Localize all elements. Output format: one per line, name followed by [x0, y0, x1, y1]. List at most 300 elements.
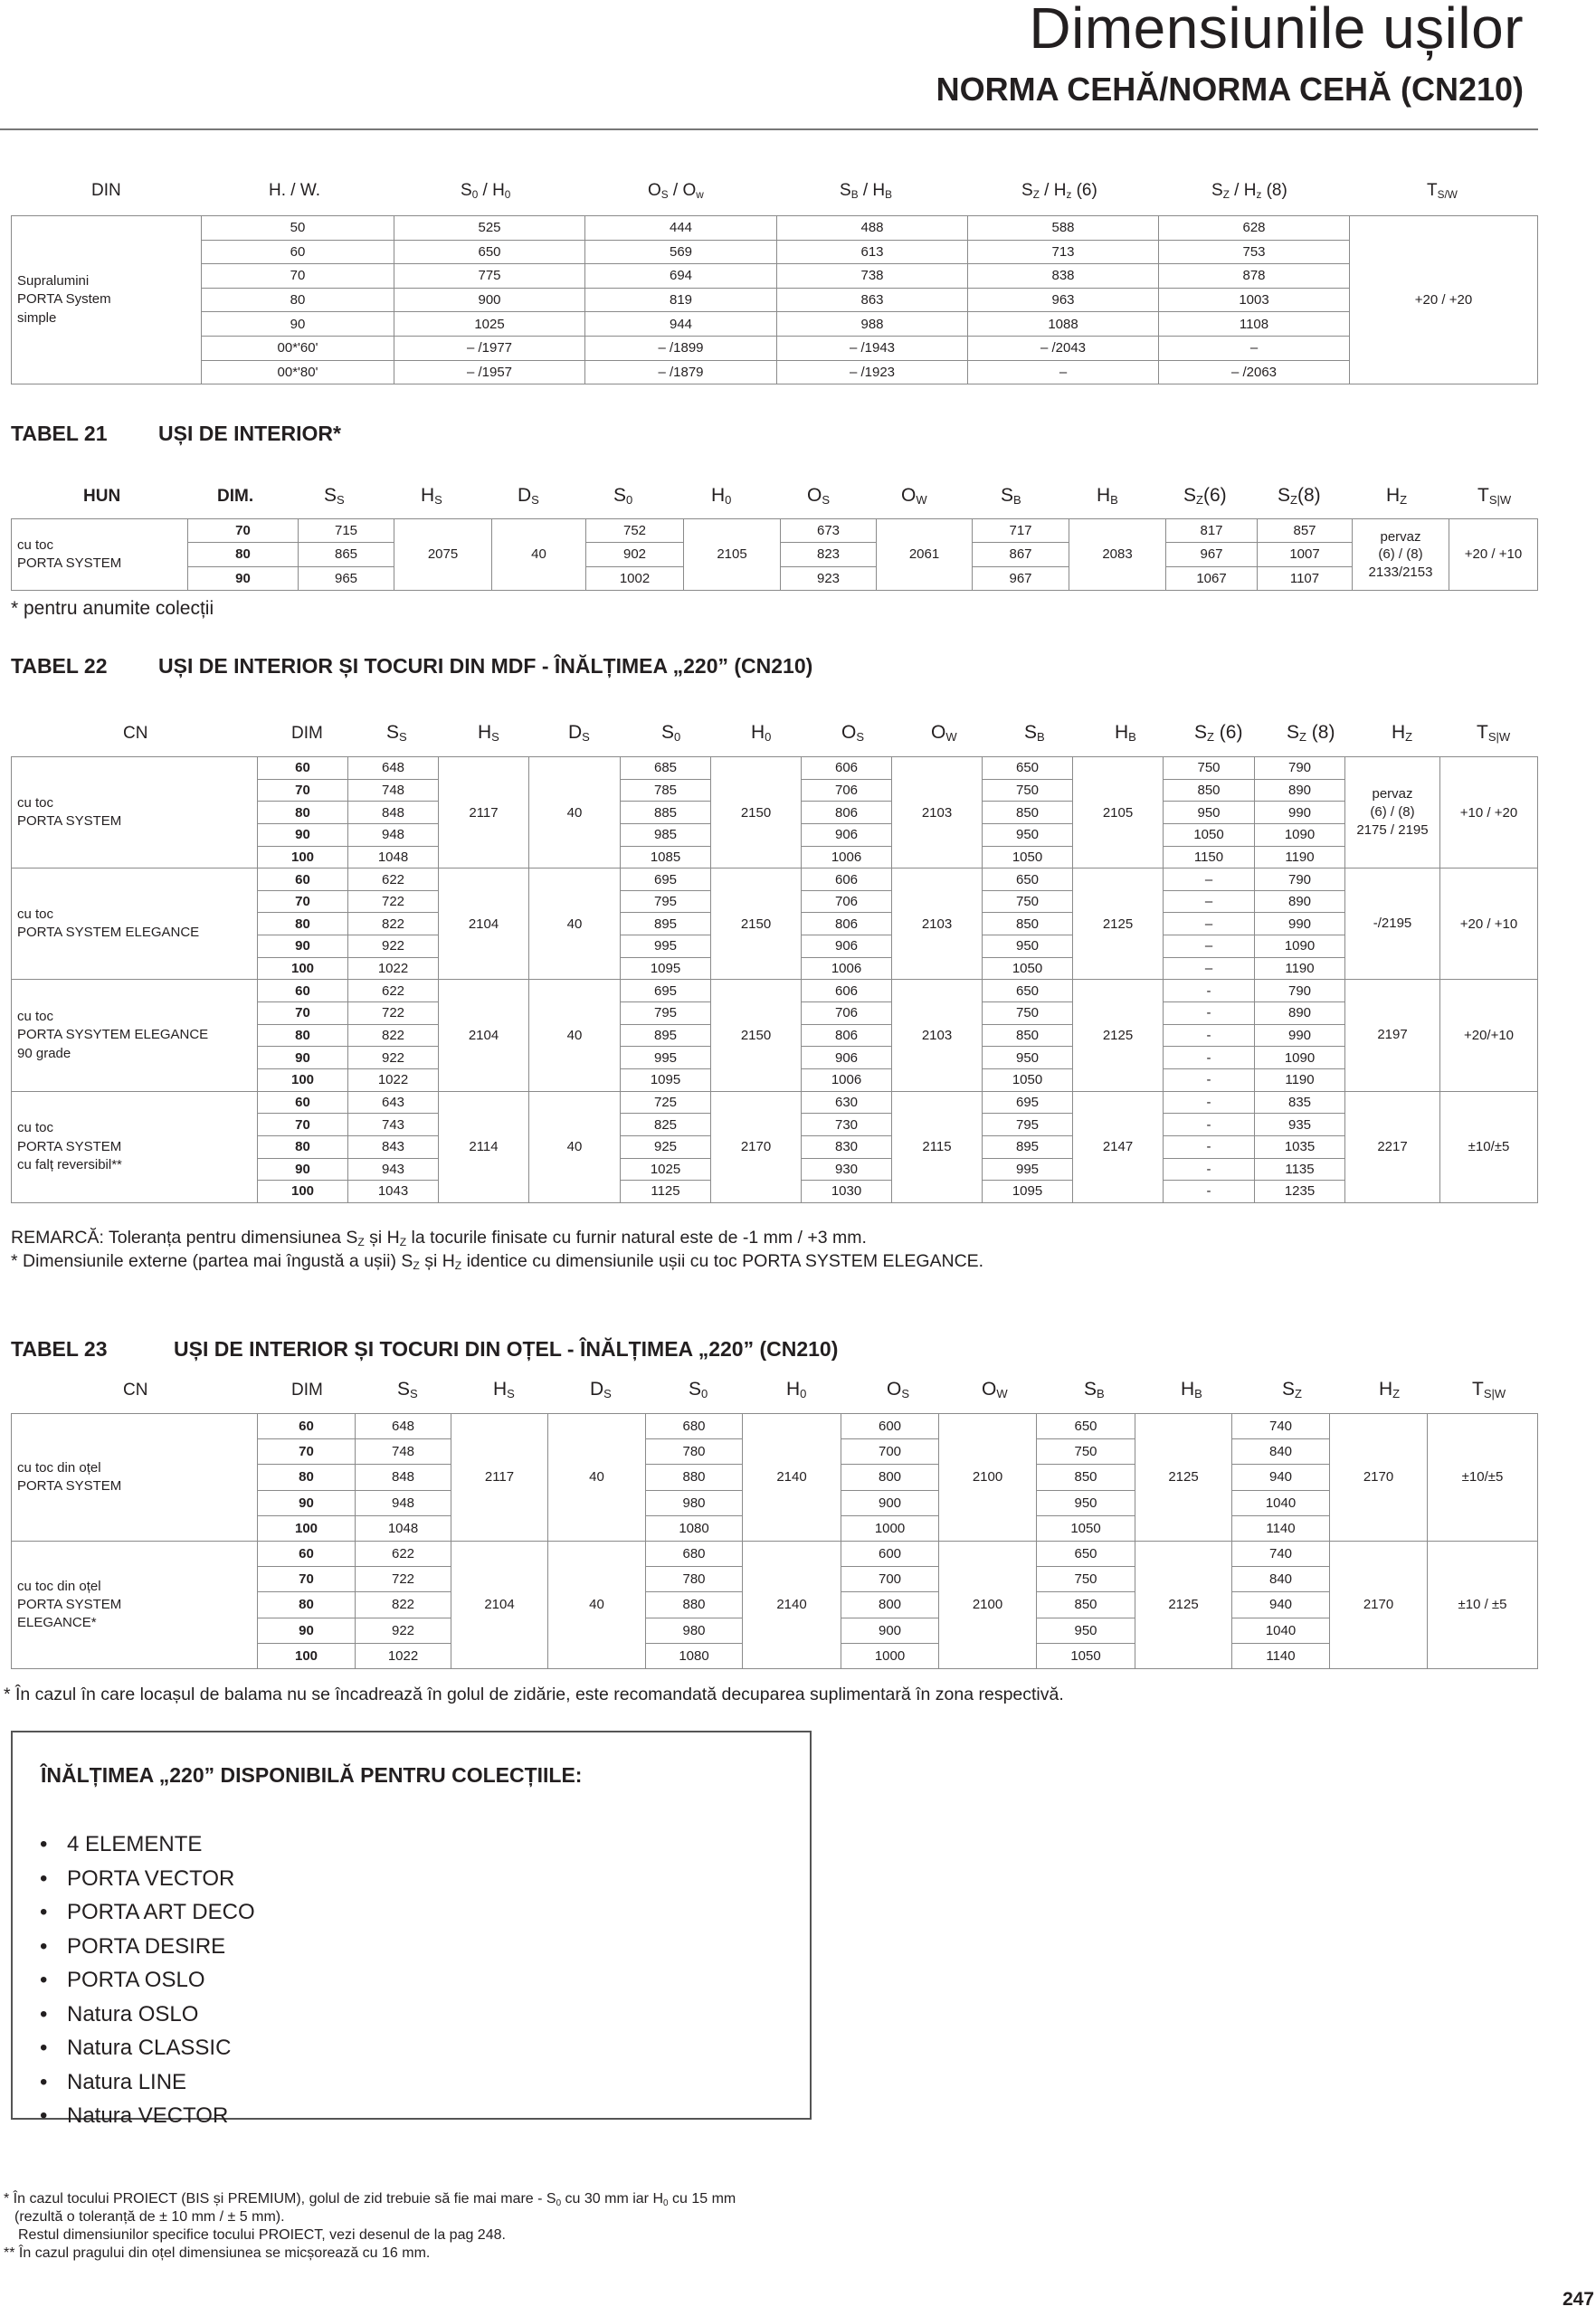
cell: 995	[621, 1047, 711, 1069]
cell-ts: +20/+10	[1440, 980, 1538, 1091]
cell: 943	[348, 1158, 439, 1181]
cell: 1006	[802, 957, 892, 980]
cell: 1000	[841, 1515, 939, 1541]
cell: 840	[1232, 1439, 1330, 1465]
cell: 730	[802, 1114, 892, 1136]
table-row	[12, 757, 1538, 780]
cell: 2104	[439, 980, 529, 1091]
collection-name: PORTA ART DECO	[67, 1900, 255, 1924]
table-row	[12, 216, 1538, 241]
cell: 922	[348, 935, 439, 958]
cell: 706	[802, 1002, 892, 1025]
cell-dim: 80	[258, 1024, 348, 1047]
cell: 880	[646, 1592, 743, 1618]
col-s0: $S_0$	[613, 485, 633, 507]
cell-ts: ±10/±5	[1440, 1091, 1538, 1202]
cell: 785	[621, 779, 711, 802]
footnote-1: * În cazul tocului PROIECT (BIS și PREMIUM), golul de zid trebuie să fie mai mare - $S_0$ cu 30 mm iar $H_0$ cu 15 mm	[4, 2191, 736, 2208]
cell: 990	[1255, 1024, 1345, 1047]
cell: – /2043	[968, 336, 1159, 360]
cell: 1067	[1166, 566, 1258, 590]
cell: 1002	[586, 566, 684, 590]
row-label: cu toc PORTA SYSTEM	[12, 757, 258, 868]
cell: 990	[1255, 913, 1345, 935]
cell: – /1923	[777, 360, 968, 384]
cell: 2170	[711, 1091, 802, 1202]
col-sb-hb: $S_B / H_B$	[840, 181, 892, 201]
col-hb: $H_B$	[1097, 485, 1118, 507]
cell-hz: pervaz (6) / (8) 2133/2153	[1353, 519, 1449, 591]
cell: 1190	[1255, 1068, 1345, 1091]
cell: 700	[841, 1439, 939, 1465]
cell: 830	[802, 1135, 892, 1158]
cell: –	[1164, 868, 1255, 891]
collection-name: PORTA VECTOR	[67, 1865, 235, 1891]
cell: 2114	[439, 1091, 529, 1202]
cell: 1040	[1232, 1618, 1330, 1643]
cell: 722	[348, 1002, 439, 1025]
cell: 948	[356, 1490, 451, 1515]
cell-dim: 70	[188, 519, 299, 543]
col-os-ow: $O_S / O_w$	[648, 181, 704, 201]
cell: 890	[1255, 1002, 1345, 1025]
col-sb: $S_B$	[1001, 485, 1021, 507]
cell: 790	[1255, 980, 1345, 1002]
cell: 1025	[394, 312, 585, 337]
cell: 1043	[348, 1181, 439, 1203]
cell: – /1977	[394, 336, 585, 360]
table-row	[12, 1091, 1538, 1114]
cell: 1000	[841, 1643, 939, 1668]
cell: 00*'60'	[202, 336, 394, 360]
cell: 806	[802, 802, 892, 824]
cell: 650	[1037, 1541, 1135, 1566]
cell: 2105	[684, 519, 781, 591]
bullet-icon: •	[40, 1865, 48, 1891]
cell: 680	[646, 1541, 743, 1566]
col-hs: $H_S$	[478, 722, 499, 744]
cell: 750	[983, 779, 1073, 802]
cell: 1022	[356, 1643, 451, 1668]
cell: 950	[983, 1047, 1073, 1069]
cell: 1006	[802, 846, 892, 868]
cell: 806	[802, 913, 892, 935]
cell-dim: 100	[258, 1068, 348, 1091]
row-label: cu toc PORTA SYSTEM cu falț reversibil**	[12, 1091, 258, 1202]
cell: 648	[348, 757, 439, 780]
bullet-icon: •	[40, 2103, 48, 2128]
cell: 900	[841, 1490, 939, 1515]
collections-list	[40, 1827, 255, 2133]
cell: 890	[1255, 779, 1345, 802]
table-row	[12, 519, 1538, 543]
cell: – /1899	[585, 336, 777, 360]
cell: 967	[973, 566, 1069, 590]
col-hz: $H_Z$	[1379, 1379, 1401, 1400]
cell: 1140	[1232, 1643, 1330, 1668]
cell: 895	[983, 1135, 1073, 1158]
cell: 643	[348, 1091, 439, 1114]
cell: 1135	[1255, 1158, 1345, 1181]
cell-ts: +10 / +20	[1440, 757, 1538, 868]
cell: 1050	[1037, 1643, 1135, 1668]
cell: 1022	[348, 957, 439, 980]
list-item	[40, 2099, 255, 2133]
cell: 40	[529, 757, 621, 868]
cell: 867	[973, 543, 1069, 566]
cell-dim: 100	[258, 846, 348, 868]
cell: 935	[1255, 1114, 1345, 1136]
collection-name: PORTA DESIRE	[67, 1933, 226, 1959]
row-label: cu toc PORTA SYSTEM	[12, 519, 188, 591]
cell: 863	[777, 288, 968, 312]
cell: 950	[1037, 1490, 1135, 1515]
list-item	[40, 1895, 255, 1930]
cell: 838	[968, 264, 1159, 289]
footnote-4: ** În cazul pragului din oțel dimensiunea se micșorează cu 16 mm.	[4, 2245, 431, 2261]
col-ss: $S_S$	[386, 722, 407, 744]
cell-dim: 60	[258, 1091, 348, 1114]
cell: 1050	[1164, 823, 1255, 846]
cell: 80	[202, 288, 394, 312]
cell-dim: 90	[258, 1158, 348, 1181]
cell-dim: 80	[258, 1465, 356, 1490]
bullet-icon: •	[40, 2069, 48, 2094]
cell: 740	[1232, 1541, 1330, 1566]
cell-ts: ±10/±5	[1428, 1414, 1538, 1542]
col-ds: $D_S$	[590, 1379, 612, 1400]
cell: 488	[777, 216, 968, 241]
cell: 825	[621, 1114, 711, 1136]
collection-name: Natura CLASSIC	[67, 2036, 232, 2060]
table-22	[11, 756, 1538, 1203]
col-hb: $H_B$	[1181, 1379, 1202, 1400]
cell: –	[1164, 913, 1255, 935]
cell: 90	[202, 312, 394, 337]
cell: 525	[394, 216, 585, 241]
table-21	[11, 518, 1538, 591]
cell-dim: 100	[258, 1643, 356, 1668]
list-item	[40, 1930, 255, 1964]
cell: 795	[621, 890, 711, 913]
col-os: $O_S$	[887, 1379, 910, 1400]
cell-dim: 90	[258, 1490, 356, 1515]
cell: 885	[621, 802, 711, 824]
cell: 800	[841, 1465, 939, 1490]
cell: 2115	[892, 1091, 983, 1202]
collection-name: 4 ELEMENTE	[67, 1832, 203, 1856]
col-ds: $D_S$	[518, 485, 539, 507]
cell: 900	[394, 288, 585, 312]
cell: 685	[621, 757, 711, 780]
table-23	[11, 1413, 1538, 1669]
cell: – /1879	[585, 360, 777, 384]
cell: 948	[348, 823, 439, 846]
cell: 70	[202, 264, 394, 289]
cell: 606	[802, 757, 892, 780]
cell: 850	[983, 1024, 1073, 1047]
cell: 694	[585, 264, 777, 289]
cell: 880	[646, 1465, 743, 1490]
col-ts: $T_{S|W}$	[1477, 722, 1511, 744]
cell-hz: -/2195	[1345, 868, 1440, 980]
cell: 1095	[983, 1181, 1073, 1203]
cell: 2105	[1073, 757, 1164, 868]
cell: 988	[777, 312, 968, 337]
cell: 980	[646, 1618, 743, 1643]
list-item	[40, 1862, 255, 1896]
cell: 850	[983, 802, 1073, 824]
cell: 722	[356, 1567, 451, 1592]
cell: 650	[394, 240, 585, 264]
header-divider	[0, 128, 1538, 130]
cell: 950	[1037, 1618, 1135, 1643]
cell: 2125	[1135, 1414, 1232, 1542]
cell: 1140	[1232, 1515, 1330, 1541]
col-ss: $S_S$	[324, 485, 345, 507]
cell: 717	[973, 519, 1069, 543]
cell: 990	[1255, 802, 1345, 824]
col-hs: $H_S$	[421, 485, 442, 507]
cell-dim: 60	[258, 1541, 356, 1566]
cell: 706	[802, 890, 892, 913]
cell: -	[1164, 1135, 1255, 1158]
cell: 2103	[892, 757, 983, 868]
cell: 1022	[348, 1068, 439, 1091]
cell: 1235	[1255, 1181, 1345, 1203]
table-23-title: UȘI DE INTERIOR ȘI TOCURI DIN OȚEL - ÎNĂLȚIMEA „220” (CN210)	[174, 1337, 839, 1361]
cell: 800	[841, 1592, 939, 1618]
cell: – /2063	[1159, 360, 1350, 384]
cell: 900	[841, 1618, 939, 1643]
list-item	[40, 2031, 255, 2065]
cell: 902	[586, 543, 684, 566]
cell: 843	[348, 1135, 439, 1158]
col-sz8-hz8: $S_Z / H_z$ (8)	[1211, 181, 1287, 201]
col-ds: $D_S$	[568, 722, 590, 744]
cell: 2104	[439, 868, 529, 980]
cell: -	[1164, 1158, 1255, 1181]
cell-ts: ±10 / ±5	[1428, 1541, 1538, 1668]
cell: 1007	[1258, 543, 1353, 566]
col-h0: $H_0$	[751, 722, 772, 744]
cell: 40	[492, 519, 586, 591]
cell: 2125	[1073, 980, 1164, 1091]
list-item	[40, 1827, 255, 1862]
table-21-footnote: * pentru anumite colecții	[11, 598, 214, 619]
cell: 940	[1232, 1592, 1330, 1618]
cell: 1090	[1255, 935, 1345, 958]
cell: 695	[621, 980, 711, 1002]
cell: 2103	[892, 868, 983, 980]
cell: 944	[585, 312, 777, 337]
cell: 2150	[711, 980, 802, 1091]
cell: 40	[529, 1091, 621, 1202]
col-ts: $T_{S|W}$	[1472, 1379, 1506, 1400]
cell-dim: 60	[258, 1414, 356, 1439]
cell-dim: 90	[188, 566, 299, 590]
cell: 950	[1164, 802, 1255, 824]
footnote-3: Restul dimensiunilor specifice tocului PROIECT, vezi desenul de la pag 248.	[18, 2227, 506, 2243]
cell: 650	[983, 980, 1073, 1002]
cell: 2147	[1073, 1091, 1164, 1202]
cell: 2104	[451, 1541, 548, 1668]
col-ow: $O_W$	[982, 1379, 1008, 1400]
cell: 650	[983, 757, 1073, 780]
cell: 775	[394, 264, 585, 289]
cell: 995	[983, 1158, 1073, 1181]
cell: 930	[802, 1158, 892, 1181]
cell: 40	[548, 1414, 646, 1542]
cell: 2125	[1073, 868, 1164, 980]
cell: 1040	[1232, 1490, 1330, 1515]
cell: 695	[983, 1091, 1073, 1114]
cell: 922	[348, 1047, 439, 1069]
cell-hz: 2170	[1330, 1414, 1428, 1542]
cell: 1080	[646, 1515, 743, 1541]
cell: 795	[621, 1002, 711, 1025]
cell: 850	[1164, 779, 1255, 802]
cell: 1088	[968, 312, 1159, 337]
cell: 840	[1232, 1567, 1330, 1592]
col-hb: $H_B$	[1115, 722, 1136, 744]
cell-dim: 100	[258, 957, 348, 980]
table-supralumini	[11, 215, 1538, 384]
collection-name: PORTA OSLO	[67, 1968, 205, 1992]
col-sz: $S_Z$	[1282, 1379, 1302, 1400]
collection-name: Natura LINE	[67, 2069, 187, 2094]
cell: 878	[1159, 264, 1350, 289]
cell-dim: 90	[258, 1618, 356, 1643]
cell: 1080	[646, 1643, 743, 1668]
cell-dim: 70	[258, 1567, 356, 1592]
cell: 806	[802, 1024, 892, 1047]
cell: 750	[1037, 1567, 1135, 1592]
table-row	[12, 264, 1538, 289]
cell-dim: 60	[258, 868, 348, 891]
col-ow: $O_W$	[901, 485, 927, 507]
cell: 1125	[621, 1181, 711, 1203]
row-label: cu toc PORTA SYSYTEM ELEGANCE 90 grade	[12, 980, 258, 1091]
cell: 925	[621, 1135, 711, 1158]
bullet-icon: •	[40, 1968, 48, 1992]
col-din: DIN	[91, 181, 121, 200]
cell: 848	[356, 1465, 451, 1490]
cell: 817	[1166, 519, 1258, 543]
cell: 1048	[356, 1515, 451, 1541]
cell: 822	[348, 1024, 439, 1047]
cell-dim: 60	[258, 980, 348, 1002]
cell-hz: 2197	[1345, 980, 1440, 1091]
cell: 600	[841, 1414, 939, 1439]
cell: 980	[646, 1490, 743, 1515]
cell-dim: 80	[258, 1135, 348, 1158]
cell: 1095	[621, 957, 711, 980]
cell: 650	[983, 868, 1073, 891]
cell: 940	[1232, 1465, 1330, 1490]
cell: 819	[585, 288, 777, 312]
col-ts: $T_{S|W}$	[1477, 485, 1512, 507]
cell: 848	[348, 802, 439, 824]
cell: 906	[802, 935, 892, 958]
col-s0-h0: $S_0 / H_0$	[461, 181, 511, 201]
cell: 1090	[1255, 823, 1345, 846]
cell-dim: 90	[258, 1047, 348, 1069]
table-23-label: TABEL 23	[11, 1337, 108, 1361]
ts-value: +20 / +20	[1350, 216, 1538, 384]
cell: 606	[802, 868, 892, 891]
cell-dim: 70	[258, 1439, 356, 1465]
cell: 2140	[743, 1414, 841, 1542]
cell: 753	[1159, 240, 1350, 264]
col-os: $O_S$	[807, 485, 831, 507]
cell: 967	[1166, 543, 1258, 566]
cell-dim: 100	[258, 1515, 356, 1541]
cell-hz: pervaz (6) / (8) 2175 / 2195	[1345, 757, 1440, 868]
cell: 713	[968, 240, 1159, 264]
cell: -	[1164, 1047, 1255, 1069]
cell: 1090	[1255, 1047, 1345, 1069]
table-row	[12, 288, 1538, 312]
row-label: cu toc PORTA SYSTEM ELEGANCE	[12, 868, 258, 980]
page-title: Dimensiunile ușilor	[1029, 0, 1524, 61]
col-ss: $S_S$	[397, 1379, 418, 1400]
col-ts: $T_{S/W}$	[1427, 181, 1458, 201]
cell: 1030	[802, 1181, 892, 1203]
cell: 50	[202, 216, 394, 241]
cell: 2140	[743, 1541, 841, 1668]
cell: -	[1164, 1181, 1255, 1203]
cell: 00*'80'	[202, 360, 394, 384]
cell-dim: 90	[258, 935, 348, 958]
cell: 650	[1037, 1414, 1135, 1439]
cell: 906	[802, 823, 892, 846]
cell: -	[1164, 980, 1255, 1002]
table-21-title: UȘI DE INTERIOR*	[158, 422, 341, 445]
col-h0: $H_0$	[711, 485, 732, 507]
cell: 748	[348, 779, 439, 802]
cell-dim: 100	[258, 1181, 348, 1203]
table-22-remark: REMARCĂ: Toleranța pentru dimensiunea $S_Z$ și $H_Z$ la tocurile finisate cu furnir natural este de -1 mm / +3 mm.	[11, 1228, 867, 1248]
cell: -	[1164, 1068, 1255, 1091]
cell: 648	[356, 1414, 451, 1439]
cell-dim: 60	[258, 757, 348, 780]
cell: –	[1164, 890, 1255, 913]
cell: –	[1164, 957, 1255, 980]
list-item	[40, 2065, 255, 2100]
cell: 985	[621, 823, 711, 846]
cell-dim: 80	[188, 543, 299, 566]
list-item	[40, 1963, 255, 1998]
cell: 706	[802, 779, 892, 802]
cell: 2075	[394, 519, 492, 591]
col-sz6: $S_Z(6)$	[1183, 485, 1227, 507]
cell: 963	[968, 288, 1159, 312]
col-sb: $S_B$	[1084, 1379, 1105, 1400]
cell: 1107	[1258, 566, 1353, 590]
cell: 722	[348, 890, 439, 913]
cell: 1048	[348, 846, 439, 868]
cell: 613	[777, 240, 968, 264]
cell: 750	[983, 1002, 1073, 1025]
col-sz8: $S_Z(8)$	[1278, 485, 1321, 507]
cell-ts: +20 / +10	[1449, 519, 1538, 591]
cell: 622	[348, 868, 439, 891]
cell: 40	[529, 980, 621, 1091]
bullet-icon: •	[40, 1832, 48, 1856]
cell: 2117	[451, 1414, 548, 1542]
col-dim: DIM	[291, 1381, 323, 1400]
